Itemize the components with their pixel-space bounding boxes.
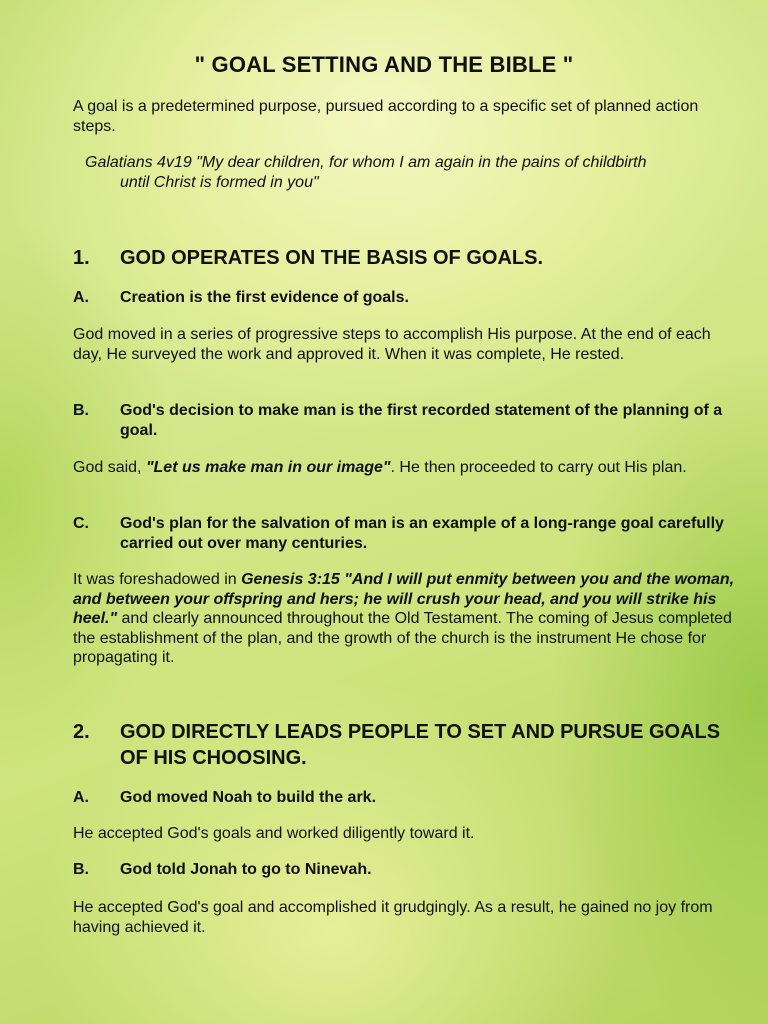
- subsection-1b-body-rest: . He then proceeded to carry out His plan.: [390, 459, 687, 476]
- subsection-1c-heading: [73, 514, 743, 553]
- subsection-1b-quote: "Let us make man in our image": [145, 459, 391, 476]
- subsection-2a-title: God moved Noah to build the ark.: [120, 789, 377, 806]
- subsection-1c-body-lead: It was foreshadowed in: [73, 571, 242, 588]
- subsection-2a-body: He accepted God's goals and worked diligently toward it.: [73, 825, 475, 842]
- subsection-1c-title: God's plan for the salvation of man is an example of a long-range goal carefully carried out over many centuries.: [120, 515, 724, 552]
- subsection-1a-letter: A.: [73, 289, 89, 306]
- quote-line-2: until Christ is formed in you": [120, 173, 319, 191]
- subsection-1a-heading: [73, 288, 743, 308]
- section-2-heading: [73, 719, 743, 771]
- section-2-title: GOD DIRECTLY LEADS PEOPLE TO SET AND PURSUE GOALS OF HIS CHOOSING.: [120, 721, 721, 769]
- section-1-heading: [73, 245, 743, 271]
- subsection-1c-letter: C.: [73, 515, 89, 532]
- subsection-1a-title: Creation is the first evidence of goals.: [120, 289, 409, 306]
- subsection-2a-letter: A.: [73, 789, 89, 806]
- scripture-quote: [85, 153, 745, 192]
- subsection-2b-heading: [73, 860, 743, 880]
- subsection-1c-body: [73, 570, 743, 668]
- subsection-2b-letter: B.: [73, 861, 89, 878]
- subsection-1b-body-lead: God said,: [73, 459, 146, 476]
- subsection-1b-body: [73, 458, 743, 478]
- intro-paragraph: A goal is a predetermined purpose, pursued according to a specific set of planned action steps.: [73, 98, 699, 135]
- quote-line-1: Galatians 4v19 "My dear children, for whom I am again in the pains of childbirth: [85, 154, 647, 171]
- subsection-1c-scripture: Genesis 3:15 "And I will put enmity between you and the woman, and between your offspring and hers; he will crush your head, and you will strike his heel.": [73, 571, 735, 627]
- subsection-1c-body-rest: and clearly announced throughout the Old Testament. The coming of Jesus completed the establishment of the plan, and the growth of the church is the instrument He chose for propagating it.: [73, 610, 732, 666]
- section-2-number: 2.: [73, 721, 90, 743]
- subsection-2b-title: God told Jonah to go to Ninevah.: [120, 861, 372, 878]
- subsection-2b-body: He accepted God's goal and accomplished it grudgingly. As a result, he gained no joy from having achieved it.: [73, 899, 713, 936]
- document-title: " GOAL SETTING AND THE BIBLE ": [194, 52, 574, 77]
- subsection-1b-heading: [73, 401, 743, 440]
- section-1-number: 1.: [73, 247, 90, 269]
- subsection-1b-title: God's decision to make man is the first recorded statement of the planning of a goal.: [120, 402, 723, 439]
- section-1-title: GOD OPERATES ON THE BASIS OF GOALS.: [120, 247, 543, 269]
- subsection-1a-body: God moved in a series of progressive steps to accomplish His purpose. At the end of each day, He surveyed the work and approved it. When it was complete, He rested.: [73, 326, 711, 363]
- subsection-2a-heading: [73, 788, 743, 808]
- subsection-1b-letter: B.: [73, 402, 89, 419]
